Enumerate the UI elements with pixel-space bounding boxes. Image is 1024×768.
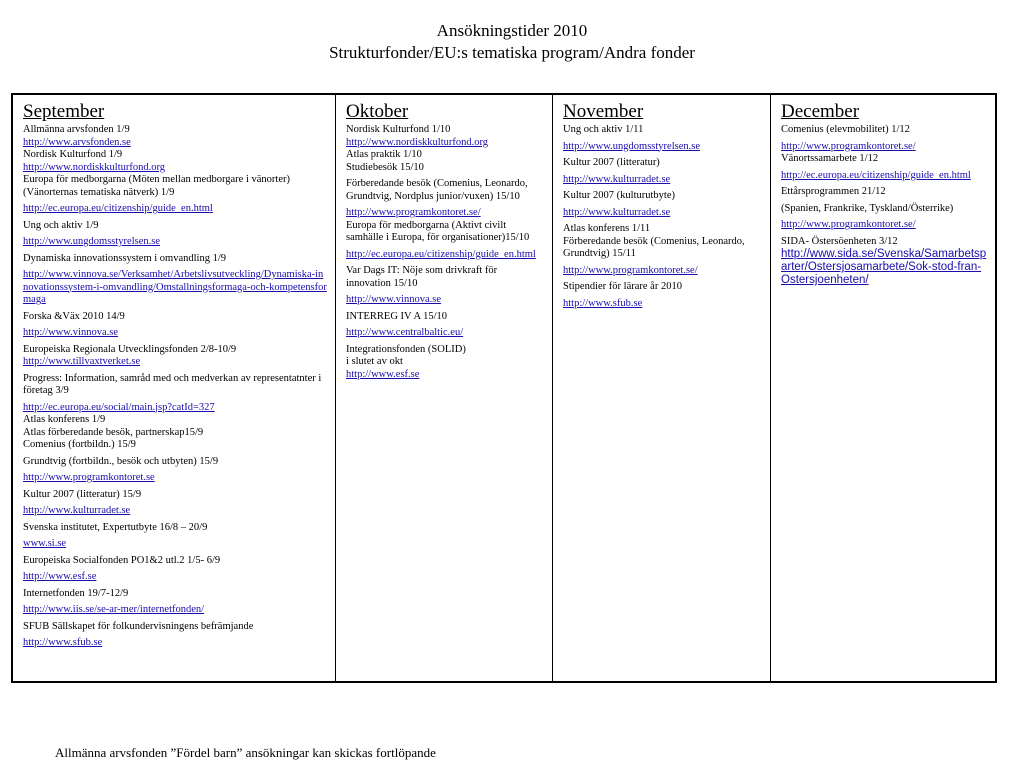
fund-entry: Atlas praktik 1/10 Studiebesök 15/10 — [346, 149, 424, 173]
fund-entry: Europeiska Regionala Utvecklingsfonden 2/8-10/9 — [23, 343, 237, 355]
schedule-table — [11, 93, 997, 683]
fund-entry: Allmänna arvsfonden 1/9 — [23, 124, 130, 135]
document-title — [0, 20, 1024, 64]
entry-list — [563, 124, 762, 310]
fund-entry: Stipendier för lärare år 2010 — [563, 281, 682, 292]
fund-entry: Ung och aktiv 1/9 — [23, 219, 99, 231]
fund-entry: (Spanien, Frankrike, Tyskland/Österrike) — [781, 202, 954, 214]
fund-entry: Ung och aktiv 1/11 — [563, 124, 644, 135]
fund-link[interactable]: http://ec.europa.eu/citizenship/guide_en.html — [346, 248, 536, 260]
footer-note: Allmänna arvsfonden ”Fördel barn” ansökningar kan skickas fortlöpande — [55, 745, 436, 760]
fund-link[interactable]: http://ec.europa.eu/citizenship/guide_en.html — [23, 203, 213, 214]
fund-entry: Ettårsprogrammen 21/12 — [781, 186, 886, 197]
fund-link[interactable]: http://www.kulturradet.se — [563, 173, 671, 185]
fund-link[interactable]: http://www.arvsfonden.se — [23, 136, 131, 148]
fund-link[interactable]: http://www.nordiskkulturfond.org — [346, 136, 489, 148]
fund-entry: Kultur 2007 (litteratur) 15/9 — [23, 488, 142, 500]
fund-entry: Comenius (elevmobilitet) 1/12 — [781, 124, 910, 135]
fund-link[interactable]: http://ec.europa.eu/citizenship/guide_en.html — [781, 169, 971, 181]
month-heading: Oktober — [346, 101, 409, 122]
fund-entry: INTERREG IV A 15/10 — [346, 310, 448, 322]
column-september — [13, 95, 335, 681]
fund-entry: Atlas konferens 1/11 Förberedande besök (Comenius, Leonardo, Grundtvig) 15/11 — [563, 223, 745, 259]
fund-entry: Förberedande besök (Comenius, Leonardo, Grundtvig, Nordplus junior/vuxen) 15/10 — [346, 178, 528, 202]
fund-entry: Integrationsfonden (SOLID) i slutet av okt — [346, 343, 466, 367]
fund-link[interactable]: http://www.ungdomsstyrelsen.se — [563, 140, 700, 152]
fund-link[interactable]: http://www.esf.se — [346, 368, 420, 380]
title-line-2: Strukturfonder/EU:s tematiska program/Andra fonder — [329, 43, 695, 62]
month-heading: December — [781, 101, 860, 122]
entry-list — [23, 124, 327, 650]
fund-entry: Forska &Väx 2010 14/9 — [23, 310, 125, 322]
fund-entry: Atlas konferens 1/9 Atlas förberedande besök, partnerskap15/9 Comenius (fortbildn.) 15/9 — [23, 414, 204, 450]
month-heading: November — [563, 101, 644, 122]
fund-link[interactable]: http://www.sfub.se — [563, 297, 643, 309]
fund-link[interactable]: http://www.tillvaxtverket.se — [23, 356, 141, 367]
fund-entry: Europa för medborgarna (Aktivt civilt samhälle i Europa, för organisationer)15/10 — [346, 219, 530, 243]
fund-entry: SIDA- Östersöenheten 3/12 — [781, 235, 898, 247]
fund-link[interactable]: http://www.vinnova.se — [346, 294, 441, 305]
fund-entry: Kultur 2007 (kulturutbyte) — [563, 190, 675, 201]
fund-entry: Kultur 2007 (litteratur) — [563, 157, 660, 168]
fund-entry: Europa för medborgarna (Möten mellan medborgare i vänorter)(Vänorternas tematiska nätverk) 1/9 — [23, 174, 290, 198]
fund-entry: Vänortssamarbete 1/12 — [781, 153, 879, 164]
fund-link[interactable]: http://www.programkontoret.se/ — [346, 207, 481, 218]
column-november — [552, 95, 770, 681]
fund-link[interactable]: http://www.programkontoret.se/ — [563, 264, 698, 276]
column-oktober — [335, 95, 552, 681]
fund-link[interactable]: http://ec.europa.eu/social/main.jsp?catId=327 — [23, 401, 215, 413]
fund-link[interactable]: http://www.esf.se — [23, 571, 97, 582]
fund-link[interactable]: http://www.vinnova.se — [23, 327, 118, 338]
fund-entry: Europeiska Socialfonden PO1&2 utl.2 1/5- 6/9 — [23, 554, 221, 566]
fund-link[interactable]: http://www.programkontoret.se — [23, 472, 155, 483]
fund-entry: Nordisk Kulturfond 1/9 — [23, 149, 123, 160]
fund-entry: Svenska institutet, Expertutbyte 16/8 – 20/9 — [23, 521, 208, 533]
fund-link[interactable]: http://www.vinnova.se/Verksamhet/Arbetslivsutveckling/Dynamiska-innovationssystem-i-omvandling/Omstallningsformaga-och-kompetensformaga — [23, 269, 327, 305]
fund-link[interactable]: www.si.se — [23, 538, 67, 549]
fund-link[interactable]: http://www.programkontoret.se/ — [781, 219, 916, 230]
fund-link[interactable]: http://www.sida.se/Svenska/Samarbetsparter/Ostersjosamarbete/Sok-stod-fran-Ostersjoenheten/ — [781, 248, 987, 286]
title-line-1: Ansökningstider 2010 — [436, 21, 588, 40]
fund-link[interactable]: http://www.ungdomsstyrelsen.se — [23, 236, 160, 247]
fund-link[interactable]: http://www.sfub.se — [23, 637, 103, 648]
fund-entry: Grundtvig (fortbildn., besök och utbyten) 15/9 — [23, 455, 219, 467]
fund-link[interactable]: http://www.iis.se/se-ar-mer/internetfonden/ — [23, 604, 205, 615]
entry-list — [346, 124, 544, 381]
entry-list — [781, 124, 989, 287]
fund-entry: SFUB Sällskapet för folkundervisningens befrämjande — [23, 620, 254, 632]
column-december — [770, 95, 997, 681]
fund-entry: Var Dags IT: Nöje som drivkraft för innovation 15/10 — [346, 265, 498, 289]
fund-entry: Nordisk Kulturfond 1/10 — [346, 124, 451, 135]
fund-entry: Progress: Information, samråd med och medverkan av representatnter i företag 3/9 — [23, 372, 322, 396]
fund-link[interactable]: http://www.programkontoret.se/ — [781, 140, 916, 152]
fund-link[interactable]: http://www.kulturradet.se — [23, 505, 131, 516]
fund-link[interactable]: http://www.centralbaltic.eu/ — [346, 327, 464, 338]
fund-entry: Internetfonden 19/7-12/9 — [23, 587, 129, 599]
fund-link[interactable]: http://www.nordiskkulturfond.org — [23, 161, 166, 173]
month-heading: September — [23, 101, 105, 122]
fund-link[interactable]: http://www.kulturradet.se — [563, 206, 671, 218]
fund-entry: Dynamiska innovationssystem i omvandling 1/9 — [23, 252, 226, 264]
